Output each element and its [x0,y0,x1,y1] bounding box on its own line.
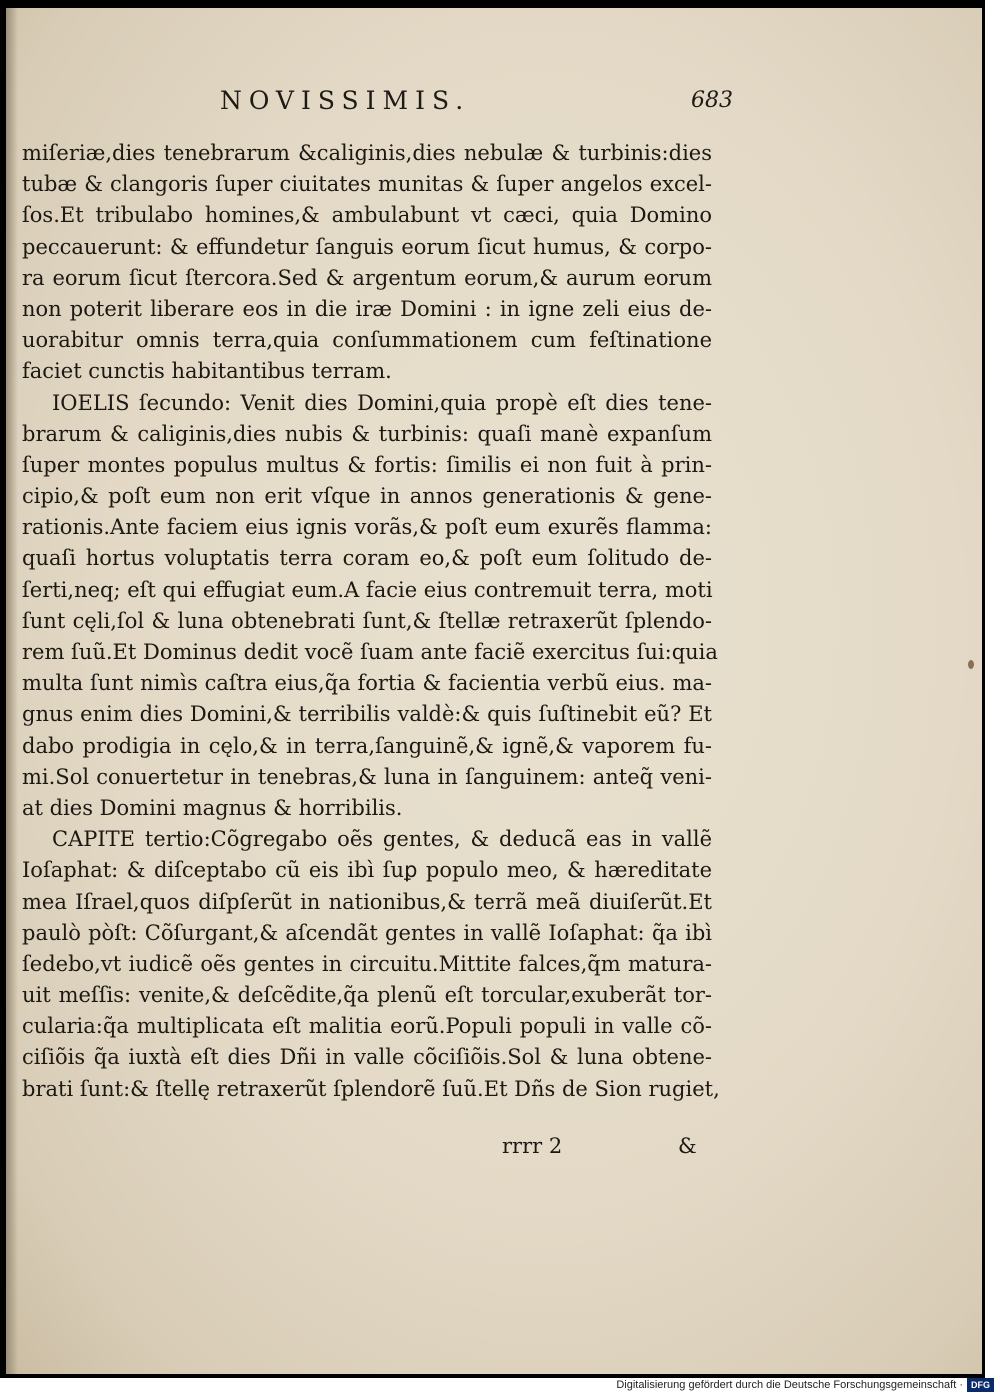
running-head: NOVISSIMIS. [220,86,471,115]
text-line: dabo prodigia in cęlo,& in terra,ſanguinẽ,& ignẽ,& vaporem fu- [22,733,712,758]
folio-number: 683 [691,88,733,113]
digitization-credit [616,1378,994,1392]
paragraph-start-ioelis: IOELIS ſecundo: Venit dies Domini,quia propè eſt dies tene- [52,390,712,415]
text-line: rationis.Ante faciem eius ignis vorãs,& poſt eum exurẽs flamma: [22,515,712,540]
catchword: & [678,1134,697,1158]
text-line: Ioſaphat: & diſceptabo cũ eis ibì ſuꝑ populo meo, & hæreditate [22,858,712,883]
text-line: ſuper montes populus multus & fortis: ſimilis ei non fuit à prin- [22,452,712,477]
body-text [22,138,720,1105]
text-line: paulò pòſt: Cõſurgant,& aſcendãt gentes in vallẽ Ioſaphat: q̃a ibì [22,920,712,945]
text-line: cipio,& poſt eum non erit vſque in annos generationis & gene- [22,484,712,509]
text-line: miſeriæ,dies tenebrarum &caliginis,dies nebulæ & turbinis:dies [22,141,712,165]
text-line: mea Iſrael,quos diſpſerũt in nationibus,& terrã meã diuiſerũt.Et [22,889,712,914]
text-line: ciſiõis q̃a iuxtà eſt dies Dñi in valle cõciſiõis.Sol & luna obtene- [22,1045,712,1070]
credit-text: Digitalisierung gefördert durch die Deutsche Forschungsgemeinschaft · [616,1379,963,1391]
text-line: brarum & caliginis,dies nubis & turbinis: quaſi manè expanſum [22,421,712,446]
text-line: brati ſunt:& ſtellę retraxerũt ſplendorẽ ſuũ.Et Dñs de Sion rugiet, [22,1076,720,1101]
text-line: ſerti,neq; eſt qui effugiat eum.A facie eius contremuit terra, moti [22,577,713,602]
text-line: tubæ & clangoris ſuper ciuitates munitas & ſuper angelos excel- [22,172,712,197]
paragraph-start-capite: CAPITE tertio:Cõgregabo oẽs gentes, & deducã eas in vallẽ [52,827,712,852]
text-line: peccauerunt: & effundetur ſanguis eorum ſicut humus, & corpo- [22,234,712,259]
signature-mark: rrrr 2 [502,1134,563,1158]
text-line: rem ſuũ.Et Dominus dedit vocẽ ſuam ante faciẽ exercitus ſui:quia [22,640,718,664]
page-gutter-shadow [6,8,18,1374]
text-line: gnus enim dies Domini,& terribilis valdè:& quis ſuſtinebit eũ? Et [22,702,712,727]
text-line: uorabitur omnis terra,quia conſummationem cum feſtinatione [22,328,712,353]
text-line: quaſi hortus voluptatis terra coram eo,& poſt eum ſolitudo de- [22,546,712,571]
text-line: ra eorum ſicut ſtercora.Sed & argentum eorum,& aurum eorum [22,265,712,290]
text-line: non poterit liberare eos in die iræ Domini : in igne zeli eius de- [22,296,712,321]
text-line: cularia:q̃a multiplicata eſt malitia eorũ.Populi populi in valle cõ- [22,1014,712,1039]
text-line: mi.Sol conuertetur in tenebras,& luna in ſanguinem: anteq̃ veni- [22,764,712,789]
text-line: ſos.Et tribulabo homines,& ambulabunt vt cæci, quia Domino [22,203,712,228]
text-line: multa ſunt nimìs caſtra eius,q̃a fortia & facientia verbũ eius. ma- [22,671,712,696]
text-line: at dies Domini magnus & horribilis. [22,795,403,820]
book-page [6,8,982,1374]
paper-stain [968,660,974,669]
text-line: ſunt cęli,ſol & luna obtenebrati ſunt,& ſtellæ retraxerũt ſplendo- [22,608,712,633]
text-line: uit meſſis: venite,& deſcẽdite,q̃a plenũ eſt torcular,exuberãt tor- [22,983,712,1008]
dfg-logo: DFG [967,1378,994,1392]
text-line: ſedebo,vt iudicẽ oẽs gentes in circuitu.Mittite falces,q̃m matura- [22,951,712,976]
text-line: faciet cunctis habitantibus terram. [22,359,392,384]
page-footer [6,1134,982,1166]
